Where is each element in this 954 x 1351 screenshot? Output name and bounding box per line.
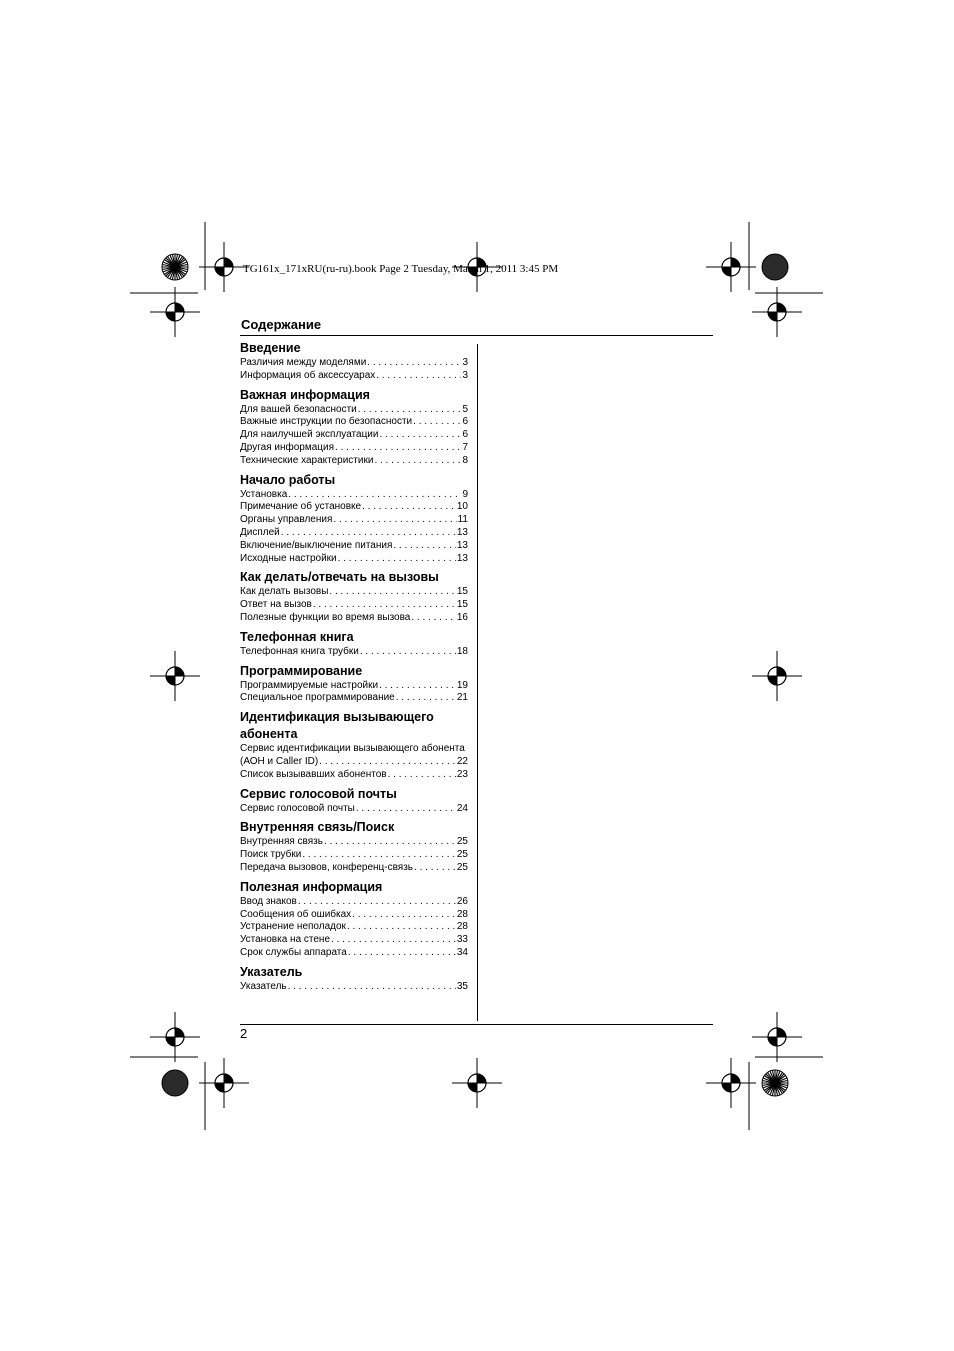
toc-entry[interactable]: Важные инструкции по безопасности . . . 6	[240, 416, 468, 429]
toc-section-title: Внутренняя связь/Поиск	[240, 820, 395, 835]
toc-entry[interactable]: Дисплей . . . 13	[240, 527, 468, 540]
toc-entry[interactable]: Телефонная книга трубки . . . 18	[240, 646, 468, 659]
toc-section-title: Телефонная книга	[240, 629, 354, 644]
toc-section-title: Важная информация	[240, 387, 370, 402]
toc-section-title: Полезная информация	[240, 879, 383, 894]
toc-section-title: Сервис голосовой почты	[240, 786, 397, 801]
toc-section-programming	[240, 663, 468, 706]
toc-section-title: Программирование	[240, 663, 363, 678]
toc-section-phonebook	[240, 629, 468, 659]
toc-entry[interactable]: Программируемые настройки . . . 19	[240, 680, 468, 693]
page-number: 2	[240, 1026, 248, 1041]
toc-entry[interactable]: Полезные функции во время вызова . . . 16	[240, 612, 468, 625]
toc-section-voicemail	[240, 786, 468, 816]
toc-section-getting-started	[240, 472, 468, 566]
toc-section-title-line: Идентификация вызывающего	[240, 710, 434, 725]
toc-section-calls	[240, 569, 468, 624]
toc-section-useful-info	[240, 879, 468, 960]
toc-entry[interactable]: Поиск трубки . . . 25	[240, 849, 468, 862]
toc-entry[interactable]: Срок службы аппарата . . . 34	[240, 947, 468, 960]
toc-entry[interactable]: Как делать вызовы . . . 15	[240, 586, 468, 599]
toc-entry[interactable]: Список вызывавших абонентов . . . 23	[240, 769, 468, 782]
toc-entry[interactable]: Сервис голосовой почты . . . 24	[240, 803, 468, 816]
toc-section-index	[240, 964, 468, 994]
toc-entry[interactable]: Органы управления . . . 11	[240, 514, 468, 527]
table-of-contents	[240, 339, 468, 998]
toc-entry[interactable]: Сообщения об ошибках . . . 28	[240, 909, 468, 922]
toc-entry[interactable]: Установка . . . 9	[240, 489, 468, 502]
page-title: Содержание	[241, 317, 322, 332]
toc-entry[interactable]: Ответ на вызов . . . 15	[240, 599, 468, 612]
toc-entry[interactable]: Технические характеристики . . . 8	[240, 455, 468, 468]
column-divider	[477, 344, 478, 1021]
toc-entry[interactable]: Специальное программирование . . . 21	[240, 692, 468, 705]
toc-entry[interactable]: Включение/выключение питания . . . 13	[240, 540, 468, 553]
toc-section-intro	[240, 340, 468, 383]
toc-entry[interactable]: Информация об аксессуарах . . . 3	[240, 370, 468, 383]
toc-entry[interactable]: Устранение неполадок . . . 28	[240, 921, 468, 934]
toc-entry[interactable]: Ввод знаков . . . 26	[240, 896, 468, 909]
toc-entry[interactable]: Различия между моделями . . . 3	[240, 357, 468, 370]
toc-section-title	[240, 709, 468, 743]
print-header: TG161x_171xRU(ru-ru).book Page 2 Tuesday, March 1, 2011 3:45 PM	[243, 263, 559, 275]
toc-section-title: Введение	[240, 341, 301, 355]
toc-section-title-line: абонента	[240, 727, 298, 742]
toc-section-title: Начало работы	[240, 472, 336, 487]
toc-entry[interactable]: Установка на стене . . . 33	[240, 934, 468, 947]
toc-entry[interactable]: Передача вызовов, конференц-связь . . . 25	[240, 862, 468, 875]
toc-entry[interactable]: Другая информация . . . 7	[240, 442, 468, 455]
toc-entry[interactable]: Внутренняя связь . . . 25	[240, 836, 468, 849]
toc-entry[interactable]: (АОН и Caller ID) . . . 22	[240, 756, 468, 769]
toc-section-title: Указатель	[240, 964, 303, 979]
toc-section-important	[240, 387, 468, 468]
toc-entry[interactable]: Для наилучшей эксплуатации . . . 6	[240, 429, 468, 442]
toc-section-title: Как делать/отвечать на вызовы	[240, 570, 439, 585]
toc-entry[interactable]: Для вашей безопасности . . . 5	[240, 404, 468, 417]
toc-entry[interactable]: Примечание об установке . . . 10	[240, 501, 468, 514]
toc-entry[interactable]: Исходные настройки . . . 13	[240, 553, 468, 566]
toc-section-caller-id	[240, 709, 468, 781]
toc-entry-line[interactable]: Сервис идентификации вызывающего абонента	[240, 743, 465, 755]
footer-rule	[240, 1024, 713, 1025]
toc-entry[interactable]: Указатель . . . 35	[240, 981, 468, 994]
title-rule	[240, 335, 713, 336]
toc-section-intercom	[240, 819, 468, 874]
